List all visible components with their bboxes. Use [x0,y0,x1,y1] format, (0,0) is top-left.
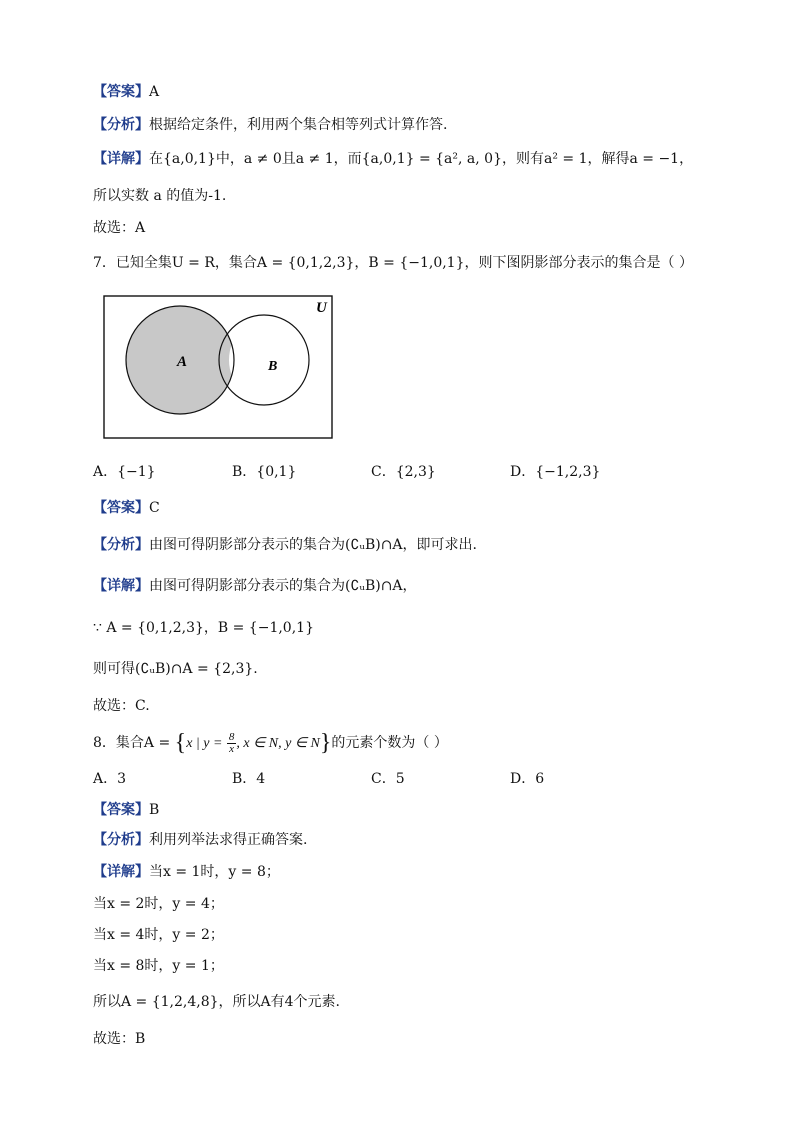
q7-analysis-line [93,535,477,555]
venn-diagram [100,292,336,442]
option-text: B．{0,1} [232,464,297,480]
label-u: U [316,300,327,316]
label-a: A [177,354,188,370]
q8-case-line [93,956,224,976]
fraction-denominator: x [229,742,235,755]
q8-case-line [93,925,224,945]
q6-choice-line [93,218,145,238]
set-builder-right: , x ∈ N, y ∈ N [236,736,320,751]
q7-answer-line [93,498,160,518]
option-text: A．3 [93,771,127,787]
option-text: C．{2,3} [371,464,436,480]
q7-option-b [232,462,296,482]
q6-analysis-line [93,115,447,135]
q7-detail-line-3 [93,659,258,679]
detail-text-2: 所以实数 a 的值为-1. [93,188,227,204]
detail-tag: 【详解】 [93,864,149,880]
q8-option-b [232,769,265,789]
detail-text: 由图可得阴影部分表示的集合为(∁ᵤB)∩A， [149,578,417,594]
analysis-tag: 【分析】 [93,117,149,133]
option-text: C．5 [371,771,405,787]
case-text: 当x = 2时，y = 4； [93,896,224,912]
option-text: D．{−1,2,3} [510,464,601,480]
analysis-tag: 【分析】 [93,832,149,848]
question-suffix: 的元素个数为（ ） [331,735,448,751]
q7-option-c [371,462,436,482]
option-text: B．4 [232,771,266,787]
q8-option-a [93,769,126,789]
q7-choice-line [93,696,150,716]
answer-value: A [149,84,160,100]
choice-text: 故选：C. [93,698,150,714]
choice-text: 故选：A [93,220,146,236]
q8-option-d [510,769,544,789]
choice-text: 故选：B [93,1031,146,1047]
analysis-text: 根据给定条件，利用两个集合相等列式计算作答. [149,117,448,133]
fraction-numerator: 8 [228,730,235,743]
q8-answer-line [93,800,159,820]
conclusion-text: 所以A = {1,2,4,8}，所以A有4个元素. [93,994,341,1010]
detail-tag: 【详解】 [93,578,149,594]
analysis-text: 利用列举法求得正确答案. [149,832,308,848]
detail-text: 当x = 1时，y = 8； [149,864,280,880]
fraction-8-over-x [227,732,237,755]
answer-tag: 【答案】 [93,500,149,516]
set-b-circle [219,315,309,405]
q8-question [93,730,448,757]
q6-detail-line-2 [93,186,226,206]
detail-tag: 【详解】 [93,151,149,167]
q8-detail-line [93,862,280,882]
q8-case-line [93,894,224,914]
analysis-tag: 【分析】 [93,537,149,553]
q8-option-c [371,769,405,789]
q7-option-d [510,462,600,482]
question-prefix: 8．集合A = [93,735,171,751]
detail-text-3: 则可得(∁ᵤB)∩A = {2,3}. [93,661,258,677]
answer-value: B [149,802,160,818]
q8-choice-line [93,1029,145,1049]
case-text: 当x = 8时，y = 1； [93,958,224,974]
analysis-text: 由图可得阴影部分表示的集合为(∁ᵤB)∩A，即可求出. [149,537,477,553]
q8-conclusion-line [93,992,340,1012]
right-brace-glyph: } [319,730,332,756]
option-text: A．{−1} [93,464,156,480]
case-text: 当x = 4时，y = 2； [93,927,224,943]
detail-text: 在{a,0,1}中，a ≠ 0且a ≠ 1，而{a,0,1} = {a², a, 0}，则有a² = 1，解得a = −1， [149,151,694,167]
q7-detail-line-2 [93,618,314,638]
detail-text-2: ∵ A = {0,1,2,3}，B = {−1,0,1} [93,620,314,636]
q7-option-a [93,462,156,482]
q6-detail-line [93,149,693,169]
answer-tag: 【答案】 [93,802,149,818]
q7-detail-line [93,576,417,596]
q7-question [93,253,693,273]
option-text: D．6 [510,771,545,787]
answer-value: C [149,500,160,516]
set-builder-left: x | y = [186,736,223,751]
answer-tag: 【答案】 [93,84,149,100]
label-b: B [268,359,278,374]
question-text: 7．已知全集U = R，集合A = {0,1,2,3}，B = {−1,0,1}，则下图阴影部分表示的集合是（ ） [93,255,693,271]
q8-analysis-line [93,830,307,850]
left-brace-glyph: { [174,730,187,756]
q6-answer-line [93,82,159,102]
